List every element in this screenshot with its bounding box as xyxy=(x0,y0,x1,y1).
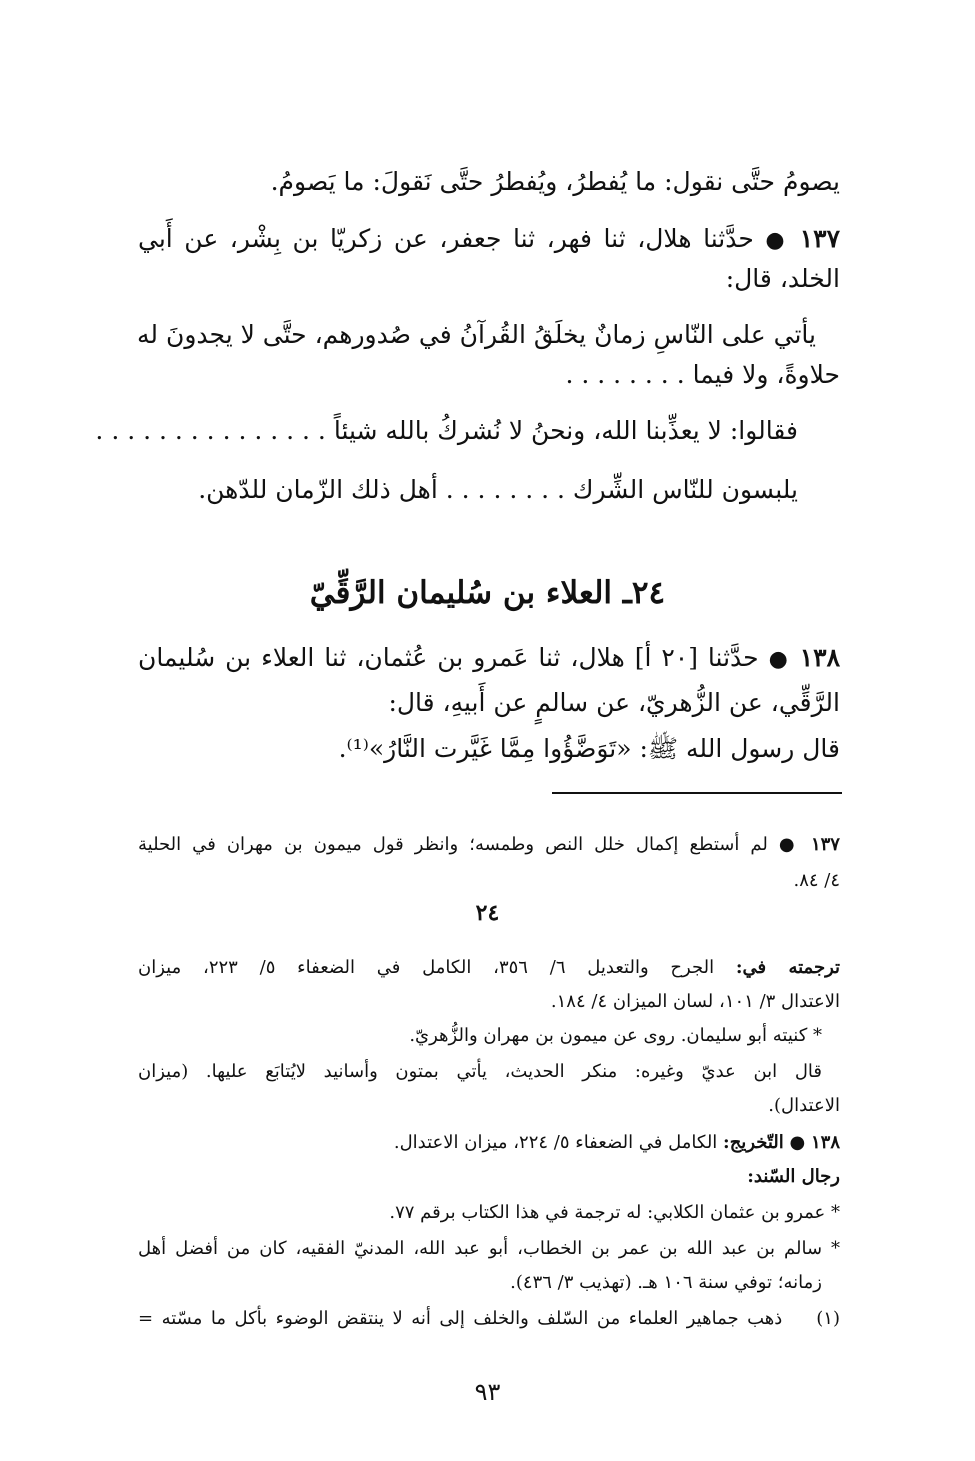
tarjama-line1 xyxy=(138,955,840,981)
tarjama-line4: قال ابن عديّ وغيره: منكر الحديث، يأتي بمتون وأسانيد لايُتابَع عليها. (ميزان xyxy=(138,1061,822,1082)
footnote-text: ذهب جماهير العلماء من السّلف والخلف إلى أنه لا ينتقض الوضوء بأكل ما مسّته = xyxy=(138,1308,783,1329)
section-heading: ٢٤ـ العلاء بن سُليمان الرَّقِّيّ xyxy=(309,575,666,611)
tarjama-line3: * كنيته أبو سليمان. روى عن ميمون بن مهران والزُّهريّ. xyxy=(409,1025,822,1046)
tarjama-label: ترجمته في: xyxy=(735,957,841,978)
tarjama-line2: الاعتدال ٣/ ١٠١، لسان الميزان ٤/ ١٨٤. xyxy=(550,991,840,1012)
page-number: ٩٣ xyxy=(474,1378,501,1406)
bullet-icon: ● xyxy=(765,228,789,253)
takhrij-text: الكامل في الضعفاء ٥/ ٢٢٤، ميزان الاعتدال. xyxy=(393,1132,718,1153)
hadith-number: ١٣٧ xyxy=(799,224,841,253)
footnote-marker: (١) xyxy=(816,1308,840,1329)
rijal-line1: * عمرو بن عثمان الكلابي: له ترجمة في هذا الكتاب برقم ٧٧. xyxy=(389,1202,840,1223)
bullet-icon: ● xyxy=(768,647,790,672)
bullet-icon: ● xyxy=(789,1132,806,1153)
text-line: يصومُ حتَّى نقول: ما يُفطرُ، ويُفطرُ حتَّى نَقولَ: ما يَصومُ. xyxy=(270,167,840,196)
hadith-138-line3: قال رسول الله ﷺ: «تَوَضَّؤُوا مِمَّا غَيَّرت النَّارُ»⁽¹⁾. xyxy=(338,734,840,763)
hadith-text: حدَّثنا هلال، ثنا فهر، ثنا جعفر، عن زكريّا بن بِشْر، عن أَبي xyxy=(138,224,754,253)
rijal-label: رجال السّند: xyxy=(747,1166,840,1187)
footnote-1 xyxy=(138,1306,840,1332)
takhrij-label: التّخريج: xyxy=(723,1132,784,1153)
footnote-137-line2: ٤/ ٨٤. xyxy=(793,870,840,891)
text-line: فقالوا: لا يعذِّبنا الله، ونحنُ لا نُشركُ بالله شيئاً . . . . . . . . . . . . . . . xyxy=(95,416,798,445)
footnote-divider xyxy=(552,792,842,794)
hadith-137-line1 xyxy=(138,222,840,258)
hadith-138-line1 xyxy=(138,641,840,677)
footnote-section-number: ٢٤ xyxy=(475,900,500,926)
text-line: يأتي على النّاسِ زمانٌ يخلَقُ القُرآنُ في صُدورهم، حتَّى لا يجدونَ له xyxy=(137,320,816,349)
rijal-line2: * سالم بن عبد الله بن عمر بن الخطاب، أبو عبد الله، المدنيّ الفقيه، كان من أفضل أهل xyxy=(138,1238,840,1259)
footnote-number: ١٣٧ xyxy=(810,834,840,855)
footnote-text: لم أستطع إكمال خلل النص وطمسه؛ وانظر قول ميمون بن مهران في الحلية xyxy=(138,834,768,855)
footnote-number: ١٣٨ xyxy=(810,1132,840,1153)
hadith-138-line2: الرَّقِّي، عن الزُّهريّ، عن سالمٍ عن أَبيهِ، قال: xyxy=(388,688,840,717)
tarjama-line5: الاعتدال). xyxy=(768,1095,840,1116)
hadith-number: ١٣٨ xyxy=(799,643,841,672)
tarjama-text: الجرح والتعديل ٦/ ٣٥٦، الكامل في الضعفاء ٥/ ٢٢٣، ميزان xyxy=(138,957,715,978)
takhrij-line xyxy=(394,1130,840,1156)
footnote-137-line1 xyxy=(138,832,840,858)
text-line: يلبسون للنّاس الشِّرك . . . . . . . . أهل ذلك الزّمان للدّهن. xyxy=(198,475,798,504)
rijal-line3: زمانه؛ توفي سنة ١٠٦ هـ. (تهذيب ٣/ ٤٣٦). xyxy=(510,1272,822,1293)
text-line: حلاوةً، ولا فيما . . . . . . . . xyxy=(565,360,840,389)
bullet-icon: ● xyxy=(778,834,800,855)
hadith-text: حدَّثنا [٢٠ أ] هلال، ثنا عَمرو بن عُثمان، ثنا العلاء بن سُليمان xyxy=(138,643,759,672)
hadith-137-line2: الخلد، قال: xyxy=(725,264,840,293)
